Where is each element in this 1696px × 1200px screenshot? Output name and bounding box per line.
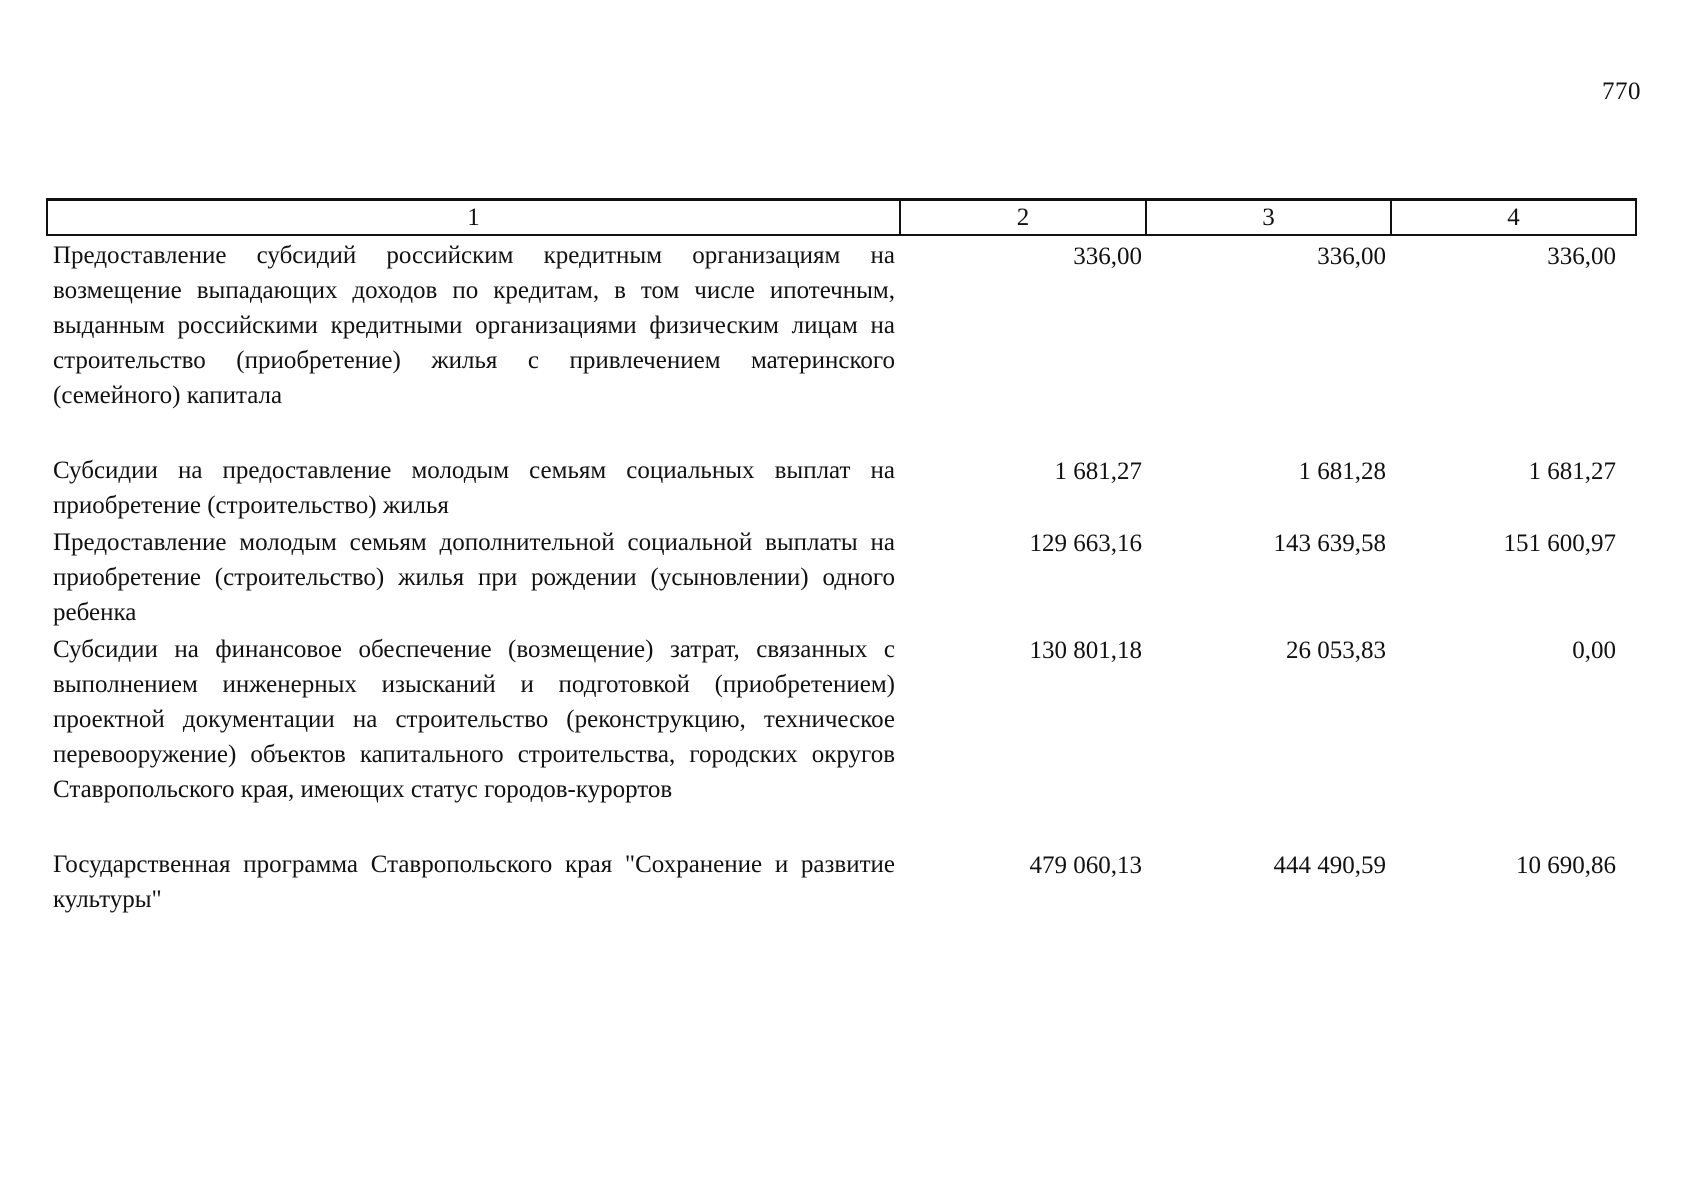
row-description: Государственная программа Ставропольского края "Сохранение и развитие культуры": [53, 851, 895, 913]
table-row: [47, 523, 1636, 630]
row-value-col4: 10 690,86: [1516, 852, 1616, 879]
table-row: [47, 630, 1636, 845]
header-row: [47, 200, 1636, 236]
row-description: Предоставление молодым семьям дополнительной социальной выплаты на приобретение (строительство) жилья при рождении (усыновлении) одного ребенка: [53, 529, 895, 626]
row-value-col2: 129 663,16: [1029, 530, 1142, 557]
row-value-col2: 336,00: [1073, 243, 1142, 270]
row-value-col4: 1 681,27: [1528, 458, 1616, 485]
column-header-3: 3: [1146, 200, 1391, 236]
row-value-col2: 1 681,27: [1054, 458, 1142, 485]
table-header: [47, 200, 1636, 236]
budget-table: [46, 198, 1637, 917]
row-value-col2: 130 801,18: [1029, 637, 1142, 664]
column-header-1: 1: [47, 200, 900, 236]
column-header-4: 4: [1391, 200, 1636, 236]
row-value-col3: 1 681,28: [1298, 458, 1386, 485]
row-value-col2: 479 060,13: [1029, 852, 1142, 879]
table-row: [47, 235, 1636, 451]
column-header-2: 2: [900, 200, 1146, 236]
row-description: Субсидии на финансовое обеспечение (возмещение) затрат, связанных с выполнением инженерных изысканий и подготовкой (приобретением) проектной документации на строительство (реконструкцию, техническое перевооружение) объектов капитального строительства, городских округов Ставропольского края, имеющих статус городов-курортов: [53, 636, 895, 803]
row-description: Субсидии на предоставление молодым семьям социальных выплат на приобретение (строительство) жилья: [53, 457, 895, 519]
row-value-col4: 336,00: [1547, 243, 1616, 270]
row-value-col4: 151 600,97: [1503, 530, 1616, 557]
table-row: [47, 451, 1636, 523]
row-value-col3: 26 053,83: [1286, 637, 1386, 664]
table-body: [47, 235, 1636, 917]
page-number: 770: [1602, 78, 1641, 105]
row-value-col4: 0,00: [1572, 637, 1616, 664]
row-value-col3: 143 639,58: [1273, 530, 1386, 557]
row-value-col3: 336,00: [1317, 243, 1386, 270]
table-row: [47, 845, 1636, 917]
row-description: Предоставление субсидий российским кредитным организациям на возмещение выпадающих доходов по кредитам, в том числе ипотечным, выданным российскими кредитными организациями физическим лицам на строительство (приобретение) жилья с привлечением материнского (семейного) капитала: [53, 242, 895, 409]
row-value-col3: 444 490,59: [1273, 852, 1386, 879]
